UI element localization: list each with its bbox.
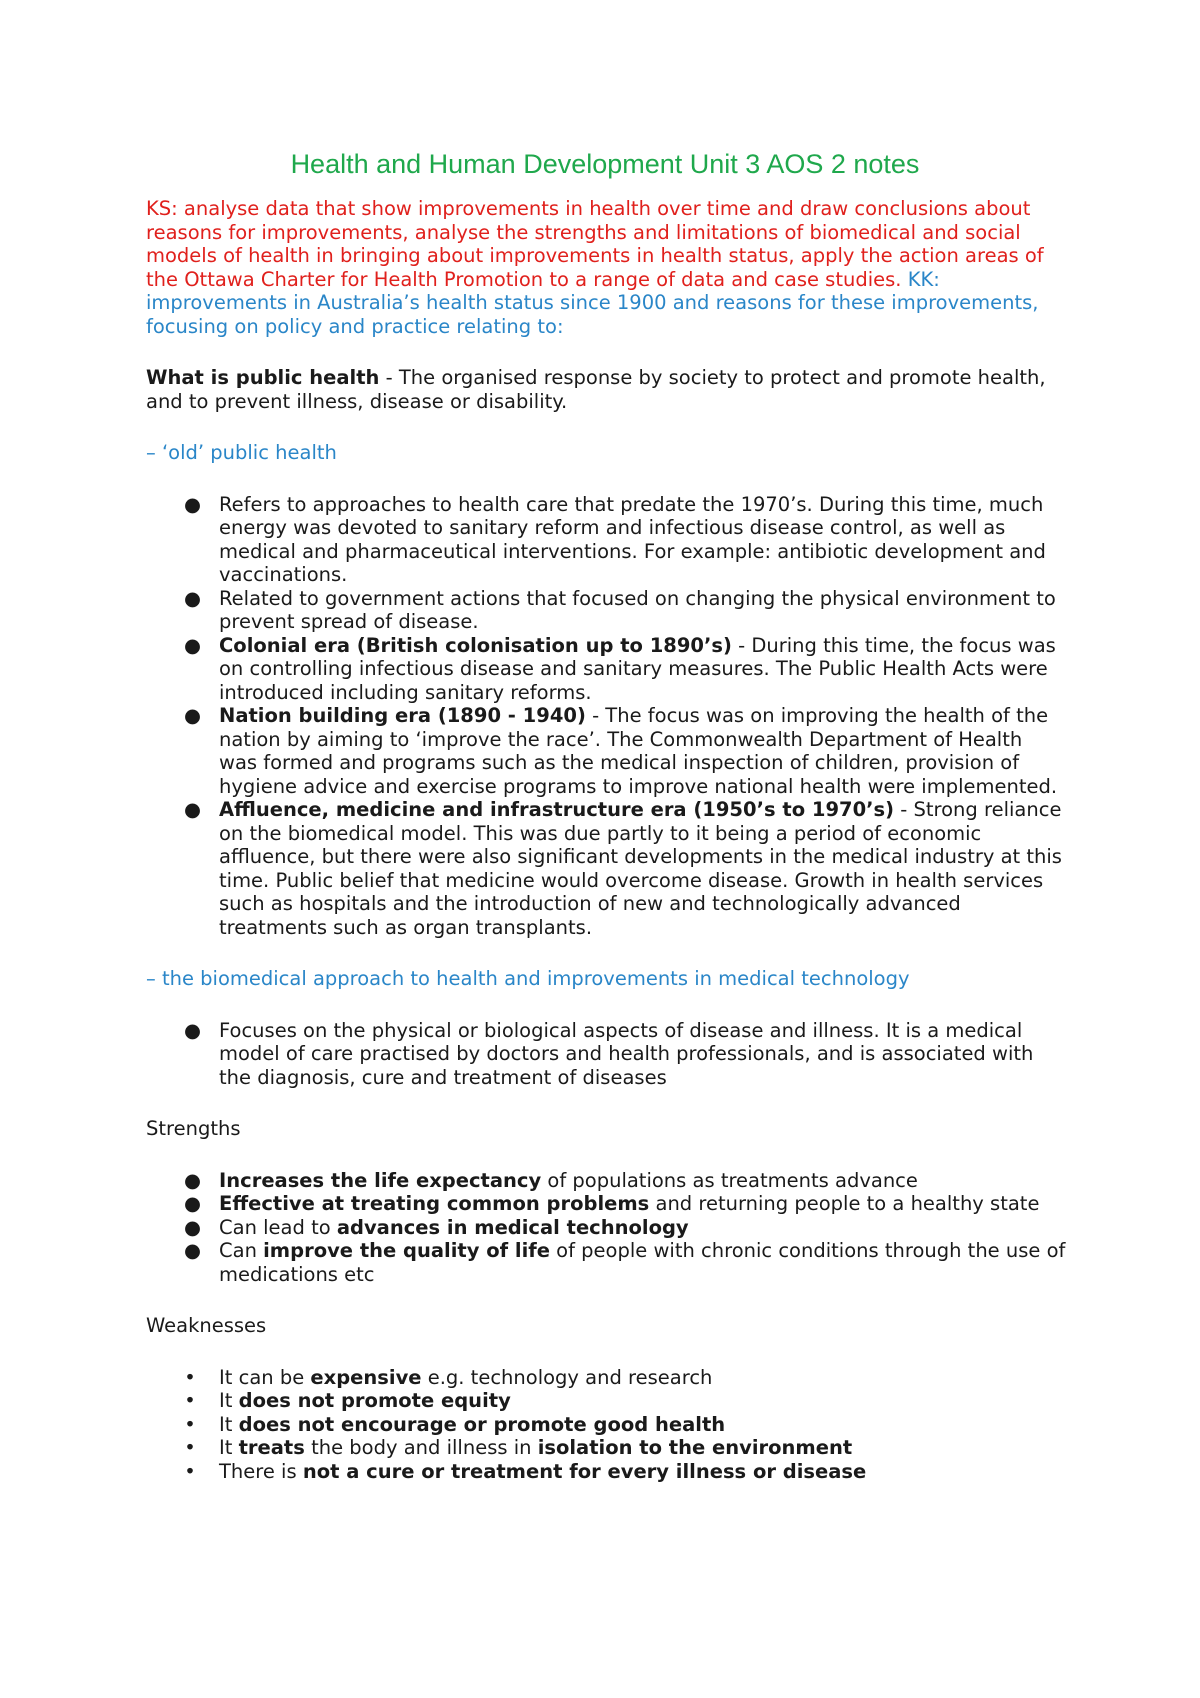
list-item-bold: does not encourage or promote good health bbox=[238, 1412, 726, 1436]
list-item-text: and returning people to a healthy state bbox=[649, 1192, 1040, 1215]
list-item-bold: Increases the life expectancy bbox=[219, 1168, 542, 1192]
list-item-text: Refers to approaches to health care that predate the 1970’s. During this time, much energy was devoted to sanitary reform and infectious disease control, as well as medical and pharmaceutical interventions. For example: antibiotic development and vaccinations. bbox=[219, 492, 1046, 586]
list-item-bold: Nation building era (1890 - 1940) bbox=[219, 704, 586, 727]
list-item-bold: isolation to the environment bbox=[537, 1436, 853, 1459]
list-item-text: There is bbox=[219, 1459, 303, 1483]
list-item bbox=[146, 798, 1066, 939]
public-health-definition-text: - The organised response by society to protect and promote health, and to prevent illness, disease or disability. bbox=[146, 366, 1046, 413]
list-item bbox=[146, 1460, 1066, 1484]
list-item bbox=[146, 1366, 1066, 1390]
list-item-bold: Affluence, medicine and infrastructure era (1950’s to 1970’s) bbox=[219, 798, 895, 821]
list-item bbox=[146, 704, 1066, 798]
bullet-icon: • bbox=[184, 1389, 196, 1412]
list-item-text: e.g. technology and research bbox=[421, 1365, 713, 1389]
bullet-icon: ● bbox=[184, 1168, 202, 1192]
list-item-bold: treats bbox=[238, 1436, 305, 1459]
list-item-bold: advances in medical technology bbox=[336, 1215, 689, 1239]
list-item bbox=[146, 1019, 1066, 1090]
list-item-text: Can lead to bbox=[219, 1215, 337, 1239]
bullet-icon: ● bbox=[184, 704, 202, 727]
strengths-heading: Strengths bbox=[146, 1117, 241, 1140]
bullet-icon: ● bbox=[184, 798, 202, 821]
bullet-icon: ● bbox=[184, 633, 202, 657]
biomedical-list bbox=[146, 1019, 1066, 1090]
bullet-icon: ● bbox=[184, 1018, 202, 1042]
list-item-text: the body and illness in bbox=[304, 1436, 538, 1459]
list-item-bold: improve the quality of life bbox=[263, 1239, 550, 1262]
list-item-text: of populations as treatments advance bbox=[541, 1168, 918, 1192]
weaknesses-list bbox=[146, 1366, 1066, 1484]
document-title: Health and Human Development Unit 3 AOS 2 notes bbox=[290, 149, 920, 179]
bullet-icon: • bbox=[184, 1412, 196, 1436]
list-item bbox=[146, 587, 1066, 634]
public-health-term: What is public health bbox=[146, 366, 380, 389]
strengths-list bbox=[146, 1169, 1066, 1287]
list-item bbox=[146, 1436, 1066, 1460]
bullet-icon: • bbox=[184, 1365, 196, 1389]
old-public-health-list bbox=[146, 493, 1066, 940]
bullet-icon: ● bbox=[184, 1215, 202, 1239]
list-item-bold: expensive bbox=[310, 1365, 422, 1389]
ks-text: KS: analyse data that show improvements in health over time and draw conclusions about reasons for improvements, analyse the strengths and limitations of biomedical and social models of health in bringing about improvements in health status, apply the action areas of the Ottawa Charter for Health Promotion to a range of data and case studies. bbox=[146, 197, 1044, 291]
list-item-text: It can be bbox=[219, 1365, 311, 1389]
list-item-text: Can bbox=[219, 1239, 264, 1262]
list-item-text: It bbox=[219, 1389, 239, 1412]
list-item bbox=[146, 1389, 1066, 1413]
list-item bbox=[146, 1239, 1066, 1286]
list-item-bold: does not promote equity bbox=[238, 1389, 511, 1412]
list-item-bold: Colonial era (British colonisation up to 1890’s) bbox=[219, 633, 732, 657]
list-item-text: - The focus was on improving the health of the nation by aiming to ‘improve the race’. The Commonwealth Department of Health was formed and programs such as the medical inspection of children, provision of hygiene advice and exercise programs to improve national health were implemented. bbox=[219, 704, 1058, 798]
weaknesses-heading: Weaknesses bbox=[146, 1314, 267, 1337]
biomedical-heading: – the biomedical approach to health and improvements in medical technology bbox=[146, 967, 910, 990]
bullet-icon: ● bbox=[184, 1192, 202, 1215]
list-item-text: of people with chronic conditions through the use of medications etc bbox=[219, 1239, 1066, 1286]
list-item bbox=[146, 1192, 1066, 1216]
list-item-text: - Strong reliance on the biomedical model. This was due partly to it being a period of economic affluence, but there were also significant developments in the medical industry at this time. Public belief that medicine would overcome disease. Growth in health services such as hospitals and the introduction of new and technologically advanced treatments such as organ transplants. bbox=[219, 798, 1062, 939]
bullet-icon: ● bbox=[184, 492, 202, 516]
list-item-text: Focuses on the physical or biological aspects of disease and illness. It is a medical model of care practised by doctors and health professionals, and is associated with the diagnosis, cure and treatment of diseases bbox=[219, 1018, 1034, 1089]
list-item bbox=[146, 1216, 1066, 1240]
old-public-health-heading: – ‘old’ public health bbox=[146, 441, 337, 464]
list-item bbox=[146, 634, 1066, 705]
list-item-text: It bbox=[219, 1436, 239, 1459]
ks-kk-paragraph bbox=[146, 197, 1066, 338]
list-item bbox=[146, 1169, 1066, 1193]
list-item bbox=[146, 1413, 1066, 1437]
bullet-icon: ● bbox=[184, 1239, 202, 1262]
list-item-bold: not a cure or treatment for every illness or disease bbox=[302, 1459, 867, 1483]
list-item-text: Related to government actions that focused on changing the physical environment to prevent spread of disease. bbox=[219, 586, 1056, 633]
list-item-bold: Effective at treating common problems bbox=[219, 1192, 650, 1215]
list-item-text: It bbox=[219, 1412, 239, 1436]
bullet-icon: • bbox=[184, 1436, 196, 1459]
document-page bbox=[146, 148, 1066, 1511]
kk-text: KK: improvements in Australia’s health status since 1900 and reasons for these improvements, focusing on policy and practice relating to: bbox=[146, 267, 1039, 338]
list-item-text: - During this time, the focus was on controlling infectious disease and sanitary measures. The Public Health Acts were introduced including sanitary reforms. bbox=[219, 633, 1056, 704]
bullet-icon: ● bbox=[184, 586, 202, 610]
list-item bbox=[146, 493, 1066, 587]
public-health-definition bbox=[146, 366, 1066, 413]
bullet-icon: • bbox=[184, 1459, 196, 1483]
